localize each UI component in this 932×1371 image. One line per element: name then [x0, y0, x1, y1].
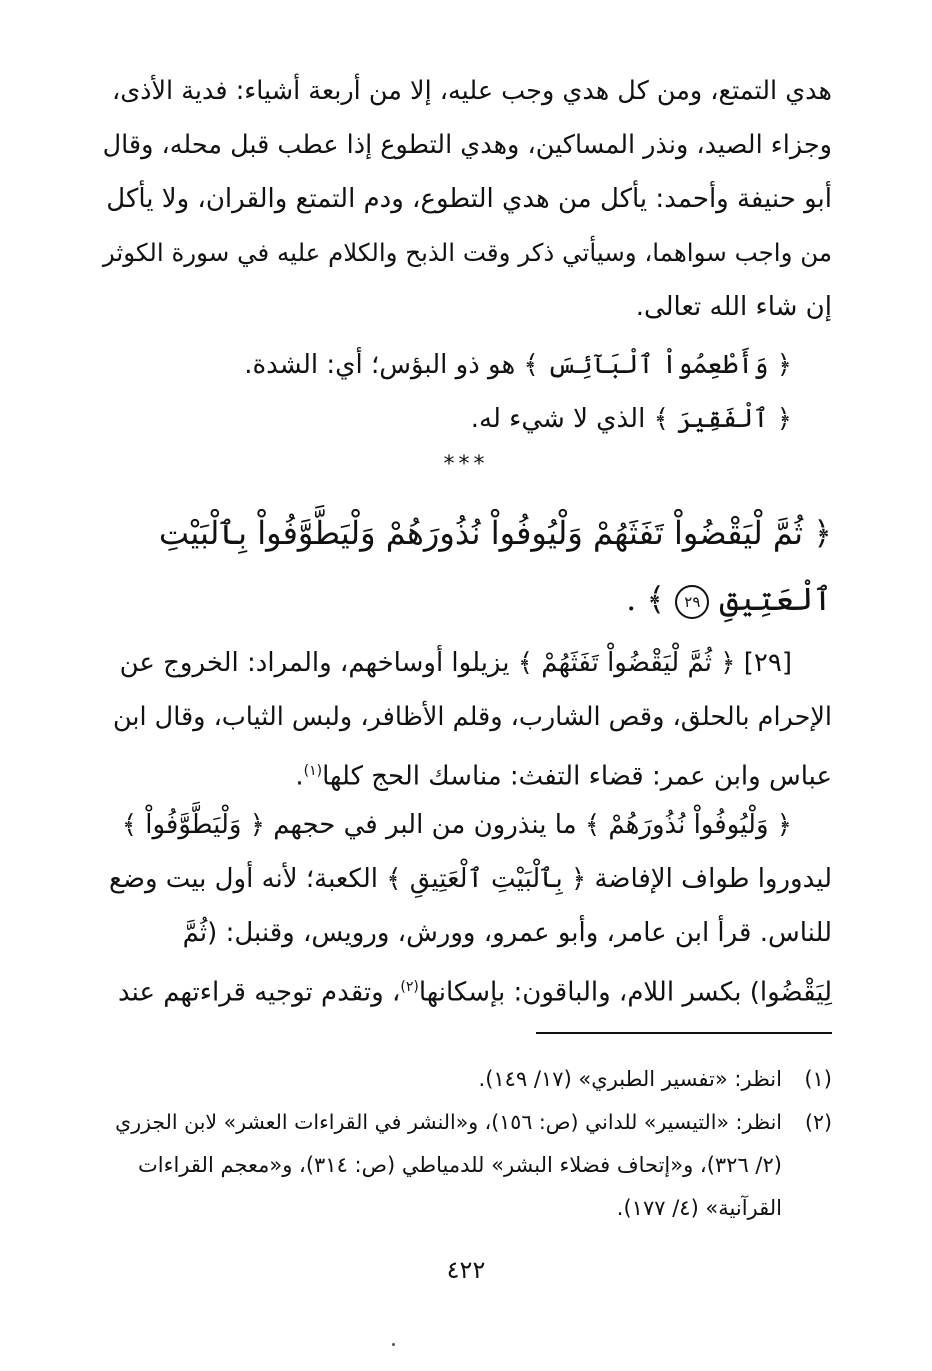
gloss-al-faqir — [100, 392, 832, 446]
footnote-2 — [100, 1101, 832, 1144]
paragraph-hady — [100, 64, 832, 334]
verse-line: ﴿ ثُمَّ لْيَقْضُواْ تَفَثَهُمْ وَلْيُوفُواْ نُذُورَهُمْ وَلْيَطَّوَّفُواْ بِٱلْبَيْتِ — [158, 514, 832, 552]
text-line: من واجب سواهما، وسيأتي ذكر وقت الذبح والكلام عليه في سورة الكوثر — [102, 238, 832, 267]
text-segment: عباس وابن عمر: قضاء التفث: مناسك الحج كلها — [322, 761, 832, 792]
quran-verse-29 — [100, 500, 832, 632]
footnote-text: انظر: «التيسير» للداني (ص: ١٥٦)، و«النشر في القراءات العشر» لابن الجزري — [115, 1110, 782, 1134]
scan-speck — [392, 1343, 395, 1346]
verse-line — [100, 566, 832, 632]
footnote-number: (١) — [804, 1067, 832, 1091]
verse-closing: ﴾ . — [626, 580, 666, 618]
gloss-text: هو ذو البؤس؛ أي: الشدة. — [244, 350, 524, 380]
text-line: ليدوروا طواف الإفاضة ﴿ بِٱلْبَيْتِ ٱلْعَتِيقِ ﴾ الكعبة؛ لأنه أول بيت وضع — [109, 864, 832, 894]
quran-term: ﴿ وَأَطْعِمُواْ ٱلْبَآئِسَ ﴾ — [523, 350, 792, 380]
text-line: إن شاء الله تعالى. — [635, 292, 832, 322]
text-line: [٢٩] ﴿ ثُمَّ لْيَقْضُواْ تَفَثَهُمْ ﴾ يزيلوا أوساخهم، والمراد: الخروج عن — [119, 648, 792, 678]
gloss-al-bais — [100, 338, 832, 392]
text-line: للناس. قرأ ابن عامر، وأبو عمرو، وورش، ورويس، وقنبل: (ثُمَّ — [182, 918, 832, 948]
footnotes — [100, 1058, 832, 1230]
footnote-ref-2[interactable]: (٢) — [400, 979, 419, 995]
section-separator: *** — [443, 452, 489, 477]
footnote-text: انظر: «تفسير الطبري» (١٧/ ١٤٩). — [478, 1067, 782, 1091]
text-line: أبو حنيفة وأحمد: يأكل من هدي التطوع، ودم التمتع والقران، ولا يأكل — [106, 184, 832, 214]
glosses — [100, 338, 832, 446]
footnote-2-cont: (٢/ ٣٢٦)، و«إتحاف فضلاء البشر» للدمياطي (ص: ٣١٤)، و«معجم القراءات — [138, 1153, 782, 1177]
text-segment: ، وتقدم توجيه قراءتهم عند — [117, 977, 401, 1008]
footnote-divider — [536, 1032, 832, 1034]
footnote-ref-1[interactable]: (١) — [303, 763, 323, 779]
footnote-number: (٢) — [804, 1110, 832, 1134]
text-line: ﴿ وَلْيُوفُواْ نُذُورَهُمْ ﴾ ما ينذرون من البر في حجهم ﴿ وَلْيَطَّوَّفُواْ ﴾ — [121, 810, 792, 840]
text-line: هدي التمتع، ومن كل هدي وجب عليه، إلا من أربعة أشياء: فدية الأذى، — [111, 76, 832, 106]
commentary — [100, 636, 832, 1014]
verse-word: ٱلْعَتِيقِ — [719, 580, 832, 618]
ayah-number-marker: ٢٩ — [675, 585, 709, 619]
gloss-text: الذي لا شيء له. — [470, 404, 654, 434]
quran-term: ﴿ ٱلْفَقِيرَ ﴾ — [653, 404, 792, 434]
page-number: ٤٢٢ — [446, 1256, 486, 1284]
text-line — [100, 960, 832, 1014]
text-line: الإحرام بالحلق، وقص الشارب، وقلم الأظافر، ولبس الثياب، وقال ابن — [112, 702, 832, 732]
text-segment: لِيَقْضُوا) بكسر اللام، والباقون: بإسكانها — [418, 977, 832, 1008]
footnote-2-cont: القرآنية» (٤/ ١٧٧). — [616, 1196, 782, 1220]
footnote-1 — [100, 1058, 832, 1101]
text-line — [100, 744, 832, 798]
text-segment: . — [295, 761, 304, 792]
text-line: وجزاء الصيد، ونذر المساكين، وهدي التطوع إذا عطب قبل محله، وقال — [102, 130, 832, 160]
